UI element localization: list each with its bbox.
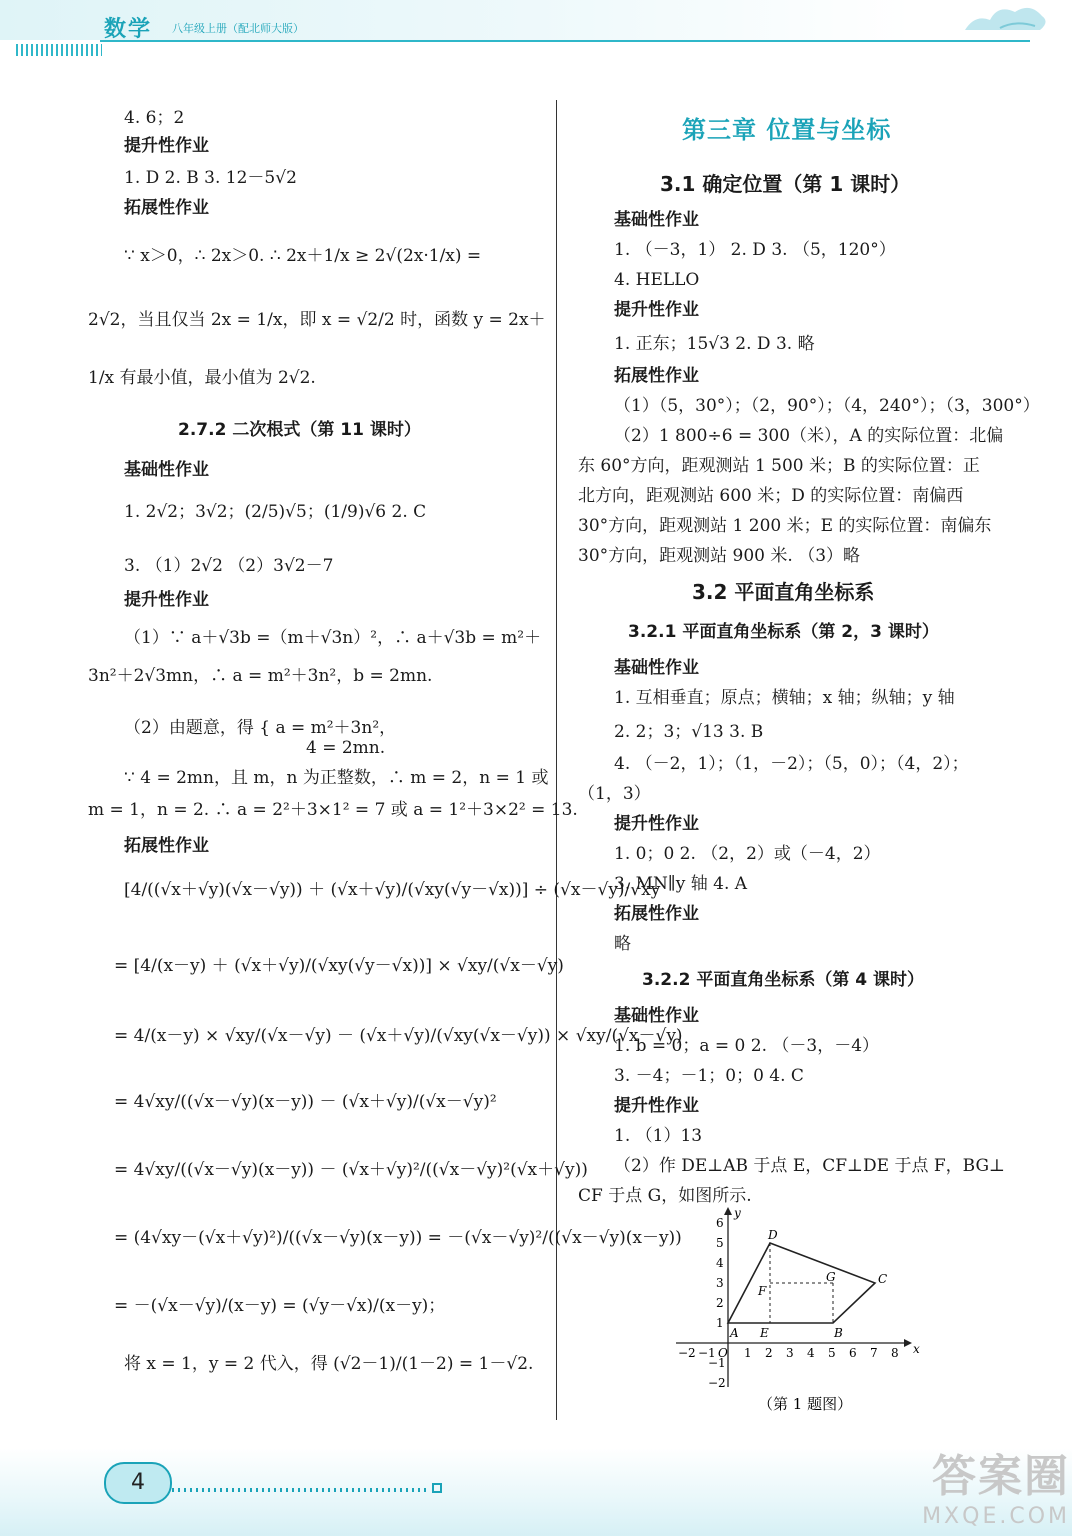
answer-line: 略 [614,934,631,954]
lesson-heading: 3.2.1 平面直角坐标系（第 2，3 课时） [628,622,939,642]
answer-line: 1. 0；0 2. （2，2）或（－4，2） [614,844,881,864]
answer-line: （1）∵ a＋√3b =（m＋√3n）²，∴ a＋√3b = m²＋ [124,628,542,648]
page-number: 4 [104,1462,172,1504]
math-expression: = －(√x－√y)/(x－y) = (√y－√x)/(x－y)； [114,1296,446,1316]
section-label: 提升性作业 [124,590,209,610]
section-label: 提升性作业 [614,1096,699,1116]
section-label: 提升性作业 [614,300,699,320]
section-label: 拓展性作业 [124,198,209,218]
footer-dots [172,1488,430,1492]
watermark-logo: 答案圈 [932,1451,1070,1502]
answer-line: m = 1，n = 2. ∴ a = 2²＋3×1² = 7 或 a = 1²＋3×2² = 13. [88,800,578,820]
math-expression: = 4√xy/((√x－√y)(x－y)) － (√x＋√y)/(√x－√y)² [114,1092,497,1112]
origin-label: O [718,1346,728,1360]
answer-line: 1. 正东；15√3 2. D 3. 略 [614,334,815,354]
answer-line: 东 60°方向，距观测站 1 500 米；B 的实际位置：正 [578,456,980,476]
answer-line: （2）由题意，得 { a = m²＋3n²， [124,718,397,738]
x-tick: 7 [870,1346,878,1360]
answer-line: 4. 6；2 [124,108,185,128]
chapter-title: 第三章 位置与坐标 [682,116,892,144]
answer-line: 4 = 2mn. [306,738,386,758]
section-label: 基础性作业 [614,658,699,678]
x-axis-label: x [913,1342,920,1356]
footer-square-icon [432,1483,442,1493]
page-header [0,0,1072,60]
answer-line: 北方向，距观测站 600 米；D 的实际位置：南偏西 [578,486,964,506]
answer-line: 4. HELLO [614,270,700,290]
x-tick: 1 [744,1346,752,1360]
watermark [900,1440,1070,1536]
math-expression: = 4/(x－y) × √xy/(√x－√y) － (√x＋√y)/(√xy(√x－√y)) × √xy/(√x－√y) [114,1026,683,1046]
lesson-heading: 3.2.2 平面直角坐标系（第 4 课时） [642,970,924,990]
answer-line: 1. D 2. B 3. 12－5√2 [124,168,297,188]
header-subtitle: 八年级上册（配北师大版） [172,22,304,35]
answer-line: 3. －4；－1；0；0 4. C [614,1066,804,1086]
x-tick: 3 [786,1346,794,1360]
x-tick: −2 [678,1346,696,1360]
x-tick: 2 [765,1346,773,1360]
answer-line: CF 于点 G，如图所示. [578,1186,752,1206]
point-label-d: D [768,1228,778,1242]
x-tick: 4 [807,1346,815,1360]
math-expression: = (4√xy－(√x＋√y)²)/((√x－√y)(x－y)) = －(√x－√y)²/((√x－√y)(x－y)) [114,1228,682,1248]
math-expression: = 4√xy/((√x－√y)(x－y)) － (√x＋√y)²/((√x－√y)²(√x＋√y)) [114,1160,588,1180]
answer-line: 1. （－3，1） 2. D 3. （5，120°） [614,240,896,260]
section-label: 拓展性作业 [614,904,699,924]
cloud-icon [960,0,1050,40]
answer-line: （2）作 DE⊥AB 于点 E，CF⊥DE 于点 F，BG⊥ [614,1156,1006,1176]
answer-line: （1）（5，30°）；（2，90°）；（4，240°）；（3，300°） [614,396,1040,416]
answer-line: 3. MN∥y 轴 4. A [614,874,748,894]
lesson-heading: 3.2 平面直角坐标系 [692,580,875,604]
section-label: 拓展性作业 [614,366,699,386]
answer-line: ∵ x＞0，∴ 2x＞0. ∴ 2x＋1/x ≥ 2√(2x·1/x) = [124,246,482,266]
watermark-url: MXQE.COM [922,1504,1070,1529]
answer-line: 2√2，当且仅当 2x = 1/x，即 x = √2/2 时，函数 y = 2x＋ [88,310,546,330]
header-rule [100,40,1030,42]
answer-line: 4. （－2，1）；（1，－2）；（5，0）；（4，2）； [614,754,969,774]
y-tick: 1 [716,1316,724,1330]
point-label-g: G [826,1270,836,1284]
section-label: 基础性作业 [614,1006,699,1026]
point-label-e: E [760,1326,769,1340]
answer-line: 2. 2；3；√13 3. B [614,722,764,742]
answer-line: 1. b = 0；a = 0 2. （－3，－4） [614,1036,880,1056]
y-tick: 5 [716,1236,724,1250]
answer-line: 3n²＋2√3mn，∴ a = m²＋3n²，b = 2mn. [88,666,433,686]
answer-line: （1，3） [578,784,651,804]
x-tick: 8 [891,1346,899,1360]
y-tick: 3 [716,1276,724,1290]
x-tick: 5 [828,1346,836,1360]
header-ticks [16,44,102,56]
answer-line: ∵ 4 = 2mn，且 m，n 为正整数，∴ m = 2，n = 1 或 [124,768,549,788]
header-band [0,0,1072,40]
y-tick: −2 [708,1376,726,1390]
math-expression: = [4/(x－y) ＋ (√x＋√y)/(√xy(√y－√x))] × √xy/(√x－√y) [114,956,564,976]
answer-line: 3. （1）2√2 （2）3√2－7 [124,556,334,576]
lesson-heading: 3.1 确定位置（第 1 课时） [660,172,911,196]
math-expression: 将 x = 1，y = 2 代入，得 (√2－1)/(1－2) = 1－√2. [124,1354,534,1374]
x-tick: −1 [698,1346,716,1360]
answer-line: 30°方向，距观测站 1 200 米；E 的实际位置：南偏东 [578,516,992,536]
answer-line: 30°方向，距观测站 900 米. （3）略 [578,546,861,566]
header-title: 数学 [104,17,153,42]
answer-line: 1. 互相垂直；原点；横轴；x 轴；纵轴；y 轴 [614,688,955,708]
answer-line: （2）1 800÷6 = 300（米），A 的实际位置：北偏 [614,426,1004,446]
y-tick: 4 [716,1256,724,1270]
y-tick: −1 [708,1356,726,1370]
point-label-f: F [758,1284,767,1298]
section-label: 提升性作业 [124,136,209,156]
figure-svg [676,1205,920,1415]
answer-line: 1/x 有最小值，最小值为 2√2. [88,368,316,388]
answer-line: 1. 2√2；3√2；(2/5)√5；(1/9)√6 2. C [124,502,427,522]
y-tick: 6 [716,1216,724,1230]
x-tick: 6 [849,1346,857,1360]
section-label: 基础性作业 [614,210,699,230]
answer-line: 1. （1）13 [614,1126,703,1146]
math-expression: [4/((√x＋√y)(√x－√y)) ＋ (√x＋√y)/(√xy(√y－√x))] ÷ (√x－√y)/√xy [124,880,661,900]
lesson-heading: 2.7.2 二次根式（第 11 课时） [178,420,421,440]
y-axis-label: y [734,1206,741,1220]
section-label: 提升性作业 [614,814,699,834]
coordinate-figure [676,1205,920,1415]
point-label-c: C [878,1272,888,1286]
section-label: 基础性作业 [124,460,209,480]
point-label-b: B [834,1326,843,1340]
figure-caption: （第 1 题图） [758,1395,853,1413]
point-label-a: A [730,1326,739,1340]
y-tick: 2 [716,1296,724,1310]
section-label: 拓展性作业 [124,836,209,856]
column-divider [556,100,557,1420]
